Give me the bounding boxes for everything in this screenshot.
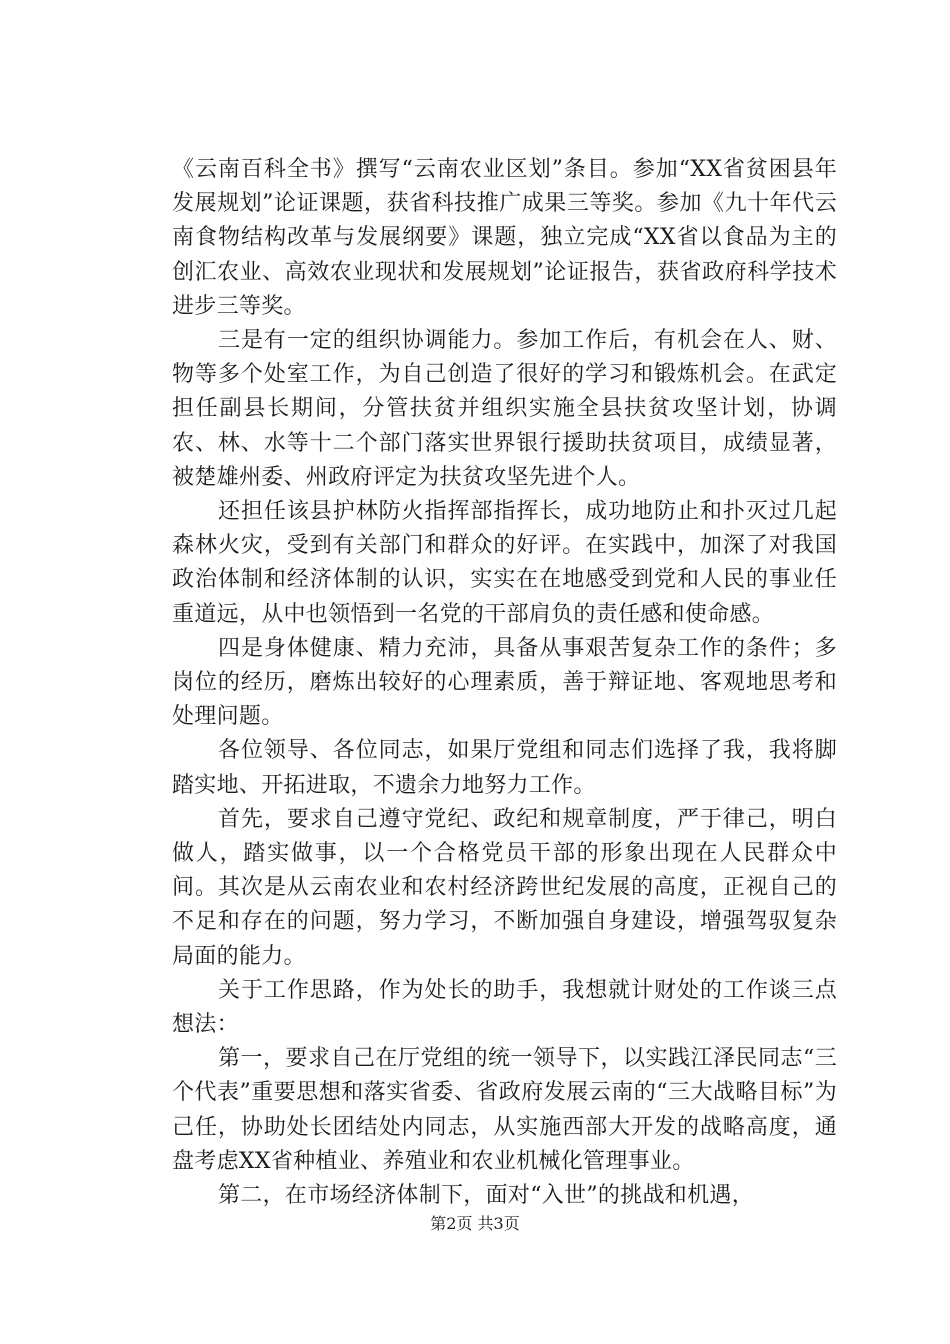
paragraph-8: 第一，要求自己在厅党组的统一领导下，以实践江泽民同志“三个代表”重要思想和落实省委、省政府发展云南的“三大战略目标”为己任，协助处长团结处内同志，从实施西部大开发的战略高度，通盘考虑XX省种植业、养殖业和农业机械化管理事业。: [172, 1046, 837, 1174]
paragraph-1: 《云南百科全书》撰写“云南农业区划”条目。参加“XX省贫困县年发展规划”论证课题，获省科技推广成果三等奖。参加《九十年代云南食物结构改革与发展纲要》课题，独立完成“XX省以食品为主的创汇农业、高效农业现状和发展规划”论证报告，获省政府科学技术进步三等奖。: [172, 157, 837, 319]
paragraph-6: 首先，要求自己遵守党纪、政纪和规章制度，严于律己，明白做人，踏实做事，以一个合格党员干部的形象出现在人民群众中间。其次是从云南农业和农村经济跨世纪发展的高度，正视自己的不足和存在的问题，努力学习，不断加强自身建设，增强驾驭复杂局面的能力。: [172, 806, 837, 969]
paragraph-2: 三是有一定的组织协调能力。参加工作后，有机会在人、财、物等多个处室工作，为自己创造了很好的学习和锻炼机会。在武定担任副县长期间，分管扶贫并组织实施全县扶贫攻坚计划，协调农、林、水等十二个部门落实世界银行援助扶贫项目，成绩显著，被楚雄州委、州政府评定为扶贫攻坚先进个人。: [172, 328, 837, 490]
paragraph-3: 还担任该县护林防火指挥部指挥长，成功地防止和扑灭过几起森林火灾，受到有关部门和群众的好评。在实践中，加深了对我国政治体制和经济体制的认识，实实在在地感受到党和人民的事业任重道远，从中也领悟到一名党的干部肩负的责任感和使命感。: [172, 499, 837, 627]
paragraph-7: 关于工作思路，作为处长的助手，我想就计财处的工作谈三点想法：: [172, 977, 837, 1038]
page-footer: 第2页 共3页: [430, 1214, 520, 1233]
paragraph-9: 第二，在市场经济体制下，面对“入世”的挑战和机遇，: [218, 1183, 754, 1209]
paragraph-4: 四是身体健康、精力充沛，具备从事艰苦复杂工作的条件；多岗位的经历，磨炼出较好的心理素质，善于辩证地、客观地思考和处理问题。: [172, 635, 837, 730]
document-body: [172, 153, 837, 1213]
paragraph-5: 各位领导、各位同志，如果厅党组和同志们选择了我，我将脚踏实地、开拓进取，不遗余力地努力工作。: [172, 738, 837, 798]
